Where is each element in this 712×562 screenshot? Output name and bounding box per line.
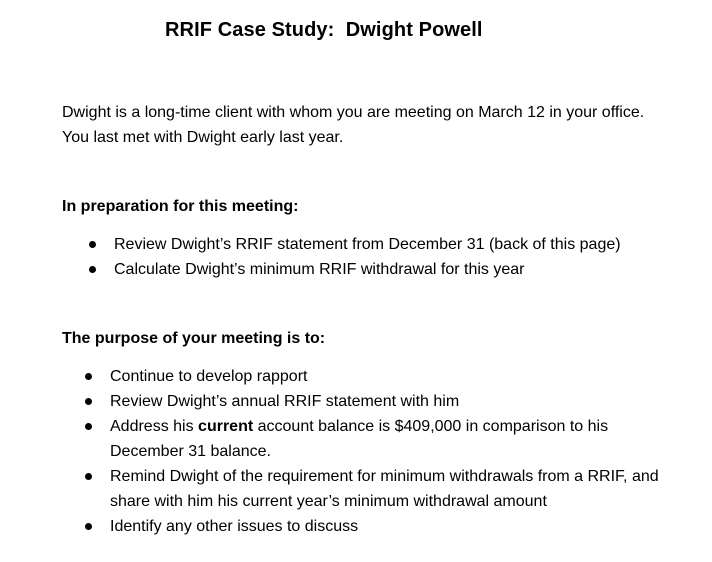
list-item: [84, 514, 684, 539]
purpose-list: [84, 364, 684, 539]
preparation-list: [88, 232, 688, 282]
list-item-text: Review Dwight’s RRIF statement from December 31 (back of this page): [114, 236, 621, 253]
list-item: [84, 464, 684, 514]
bullet-icon: [85, 398, 92, 405]
bullet-icon: [85, 373, 92, 380]
list-item-text-part: account balance is $409,000 in comparison to his December 31 balance.: [110, 418, 609, 460]
list-item: [84, 414, 684, 464]
bullet-icon: [89, 266, 96, 273]
list-item-text: Identify any other issues to discuss: [110, 518, 359, 535]
purpose-heading: The purpose of your meeting is to:: [62, 330, 326, 347]
list-item: [88, 257, 688, 282]
list-item-text: [110, 418, 608, 460]
bullet-icon: [85, 423, 92, 430]
list-item-text: Review Dwight’s annual RRIF statement with him: [110, 393, 460, 410]
list-item-text: Continue to develop rapport: [110, 368, 308, 385]
list-item-text: Calculate Dwight’s minimum RRIF withdrawal for this year: [114, 261, 525, 278]
list-item: [84, 389, 684, 414]
document-title: RRIF Case Study: Dwight Powell: [165, 19, 483, 41]
emphasis-current: current: [198, 418, 254, 435]
preparation-heading: In preparation for this meeting:: [62, 198, 299, 215]
intro-paragraph: Dwight is a long-time client with whom you are meeting on March 12 in your office. You last met with Dwight early last year.: [62, 104, 662, 146]
list-item-text-part: Address his: [110, 418, 199, 435]
list-item-text: Remind Dwight of the requirement for minimum withdrawals from a RRIF, and share with him his current year’s minimum withdrawal amount: [110, 468, 659, 510]
list-item: [84, 364, 684, 389]
bullet-icon: [85, 473, 92, 480]
bullet-icon: [89, 241, 96, 248]
bullet-icon: [85, 523, 92, 530]
list-item: [88, 232, 688, 257]
